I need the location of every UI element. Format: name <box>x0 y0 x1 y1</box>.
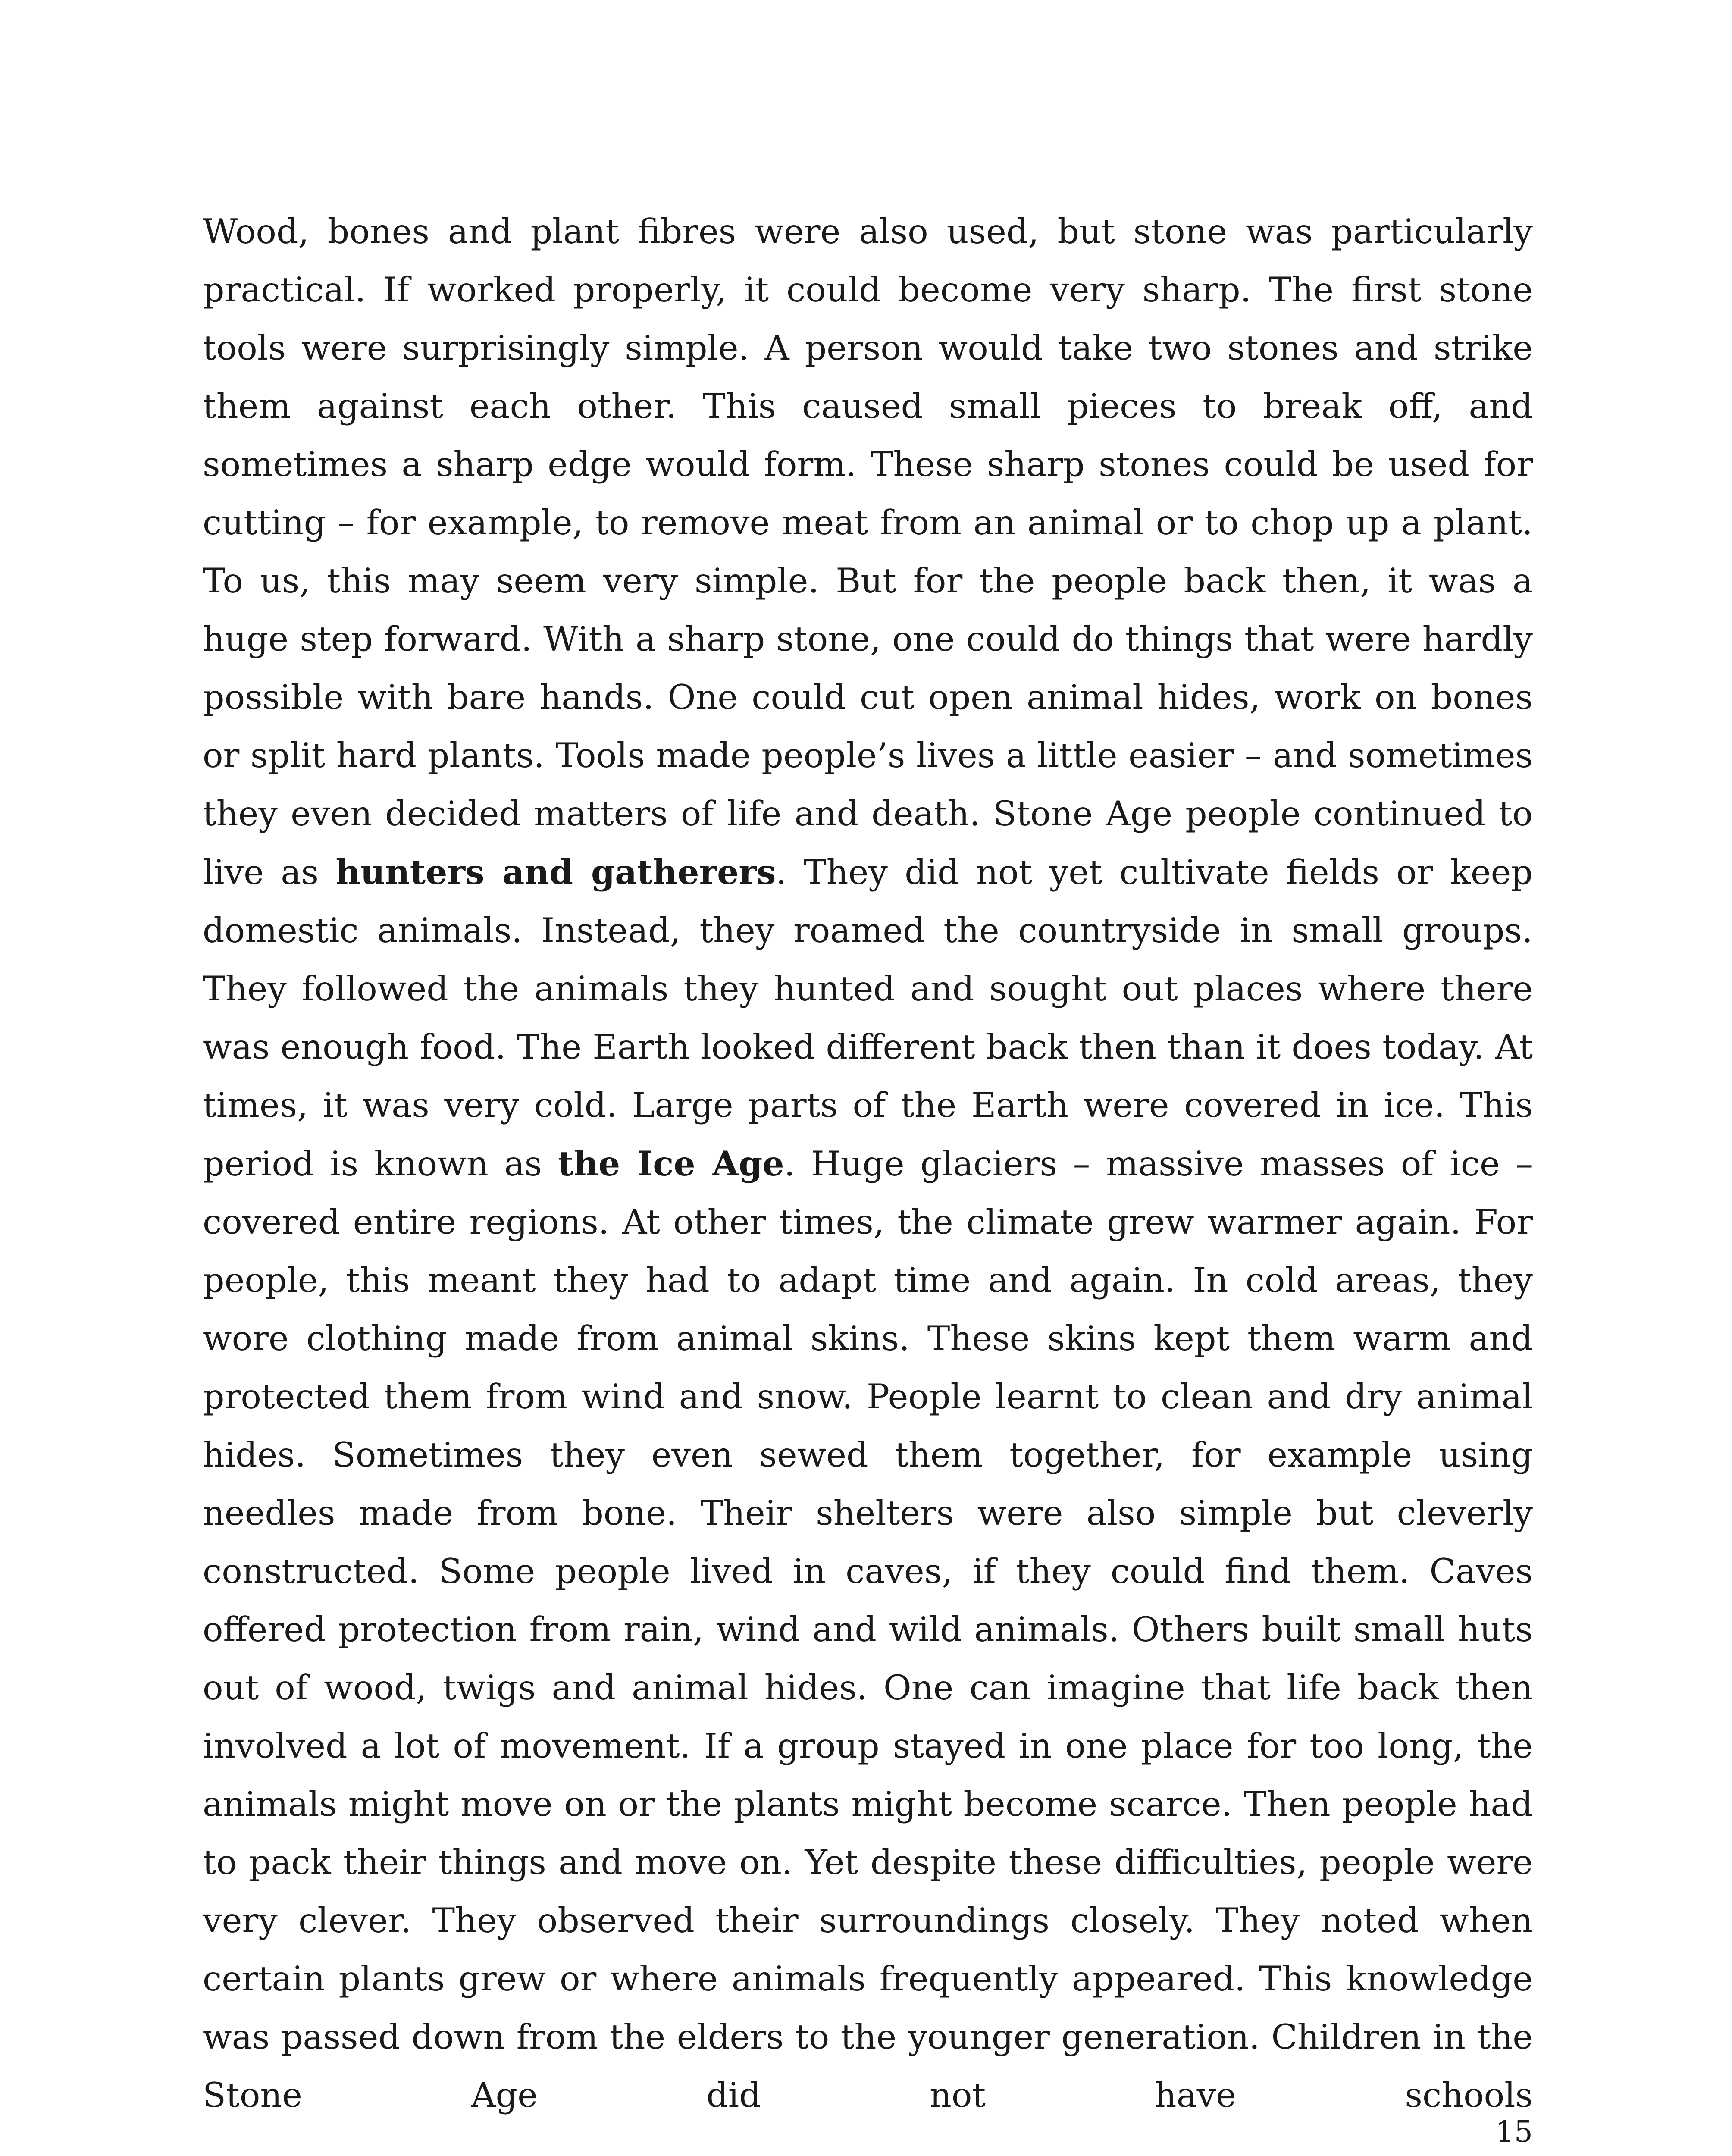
paragraph-text-part-3: . Huge glaciers – massive masses of ice – covered entire regions. At other times, the climate grew warmer again. For people, this meant they had to adapt time and again. In cold areas, they wore clothing made from animal skins. These skins kept them warm and protected them from wind and snow. People learnt to clean and dry animal hides. Sometimes they even sewed them together, for example using needles made from bone. Their shelters were also simple but cleverly constructed. Some people lived in caves, if they could find them. Caves offered protection from rain, wind and wild animals. Others built small huts out of wood, twigs and animal hides. One can imagine that life back then involved a lot of movement. If a group stayed in one place for too long, the animals might move on or the plants might become scarce. Then people had to pack their things and move on. Yet despite these difficulties, people were very clever. They observed their surroundings closely. They noted when certain plants grew or where animals frequently appeared. This knowledge was passed down from the elders to the younger generation. Children in the Stone Age did not have schools <box>203 1144 1533 2115</box>
paragraph-text-part-2: . They did not yet cultivate fields or keep domestic animals. Instead, they roamed the countryside in small groups. They followed the animals they hunted and sought out places where there was enough food. The Earth looked different back then than it does today. At times, it was very cold. Large parts of the Earth were covered in ice. This period is known as <box>203 852 1533 1184</box>
paragraph-text-part-1: Wood, bones and plant fibres were also used, but stone was particularly practical. If worked properly, it could become very sharp. The first stone tools were surprisingly simple. A person would take two stones and strike them against each other. This caused small pieces to break off, and sometimes a sharp edge would form. These sharp stones could be used for cutting – for example, to remove meat from an animal or to chop up a plant. To us, this may seem very simple. But for the people back then, it was a huge step forward. With a sharp stone, one could do things that were hardly possible with bare hands. One could cut open animal hides, work on bones or split hard plants. Tools made people’s lives a little easier – and sometimes they even decided matters of life and death. Stone Age people continued to live as <box>203 212 1533 892</box>
bold-term-ice-age: the Ice Age <box>557 1144 784 1184</box>
bold-term-hunters-and-gatherers: hunters and gatherers <box>335 852 776 892</box>
page-number: 15 <box>1495 2115 1533 2149</box>
body-paragraph <box>203 203 1533 2125</box>
